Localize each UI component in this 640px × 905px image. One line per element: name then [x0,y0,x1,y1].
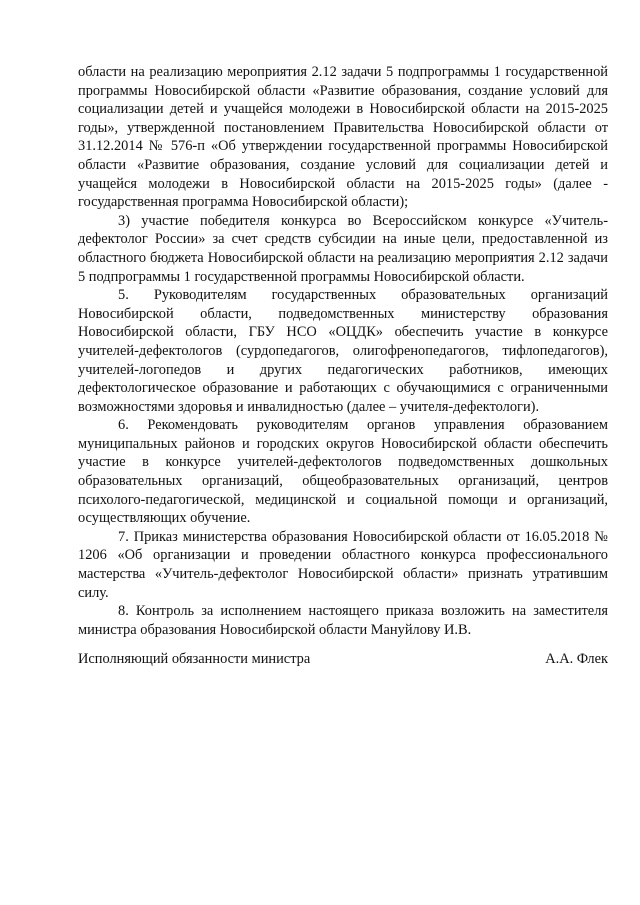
paragraph-item-5: 5. Руководителям государственных образовательных организаций Новосибирской области, подведомственных министерству образования Новосибирской области, ГБУ НСО «ОЦДК» обеспечить участие в конкурсе учителей-дефектологов (сурдопедагогов, олигофренопедагогов, тифлопедагогов), учителей-логопедов и других педагогических работников, имеющих дефектологическое образование и работающих с обучающимися с ограниченными возможностями здоровья и инвалидностью (далее – учителя-дефектологи). [78,287,608,415]
signatory-name: А.А. Флек [545,651,608,667]
document-body [78,63,608,639]
paragraph-item-7: 7. Приказ министерства образования Новосибирской области от 16.05.2018 № 1206 «Об организации и проведении областного конкурса профессионального мастерства «Учитель-дефектолог Новосибирской области» признать утратившим силу. [78,528,608,601]
signatory-position: Исполняющий обязанности министра [78,651,311,667]
paragraph-item-6: 6. Рекомендовать руководителям органов управления образованием муниципальных районов и городских округов Новосибирской области обеспечить участие в конкурсе учителей-дефектологов подведомственных дошкольных образовательных организаций, общеобразовательных организаций, центров психолого-педагогической, медицинской и социальной помощи и организаций, осуществляющих обучение. [78,417,608,527]
paragraph-continuation: области на реализацию мероприятия 2.12 задачи 5 подпрограммы 1 государственной программы Новосибирской области «Развитие образования, создание условий для социализации детей и учащейся молодежи в Новосибирской области на 2015-2025 годы», утвержденной постановлением Правительства Новосибирской области от 31.12.2014 № 576-п «Об утверждении государственной программы Новосибирской области «Развитие образования, создание условий для социализации детей и учащейся молодежи в Новосибирской области на 2015-2025 годы» (далее - государственная программа Новосибирской области); [78,64,608,211]
paragraph-item-3: 3) участие победителя конкурса во Всероссийском конкурсе «Учитель-дефектолог России» за счет средств субсидии на иные цели, предоставленной из областного бюджета Новосибирской области на реализацию мероприятия 2.12 задачи 5 подпрограммы 1 государственной программы Новосибирской области. [78,212,608,285]
signature-block [78,650,608,669]
paragraph-item-8: 8. Контроль за исполнением настоящего приказа возложить на заместителя министра образования Новосибирской области Мануйлову И.В. [78,603,608,638]
